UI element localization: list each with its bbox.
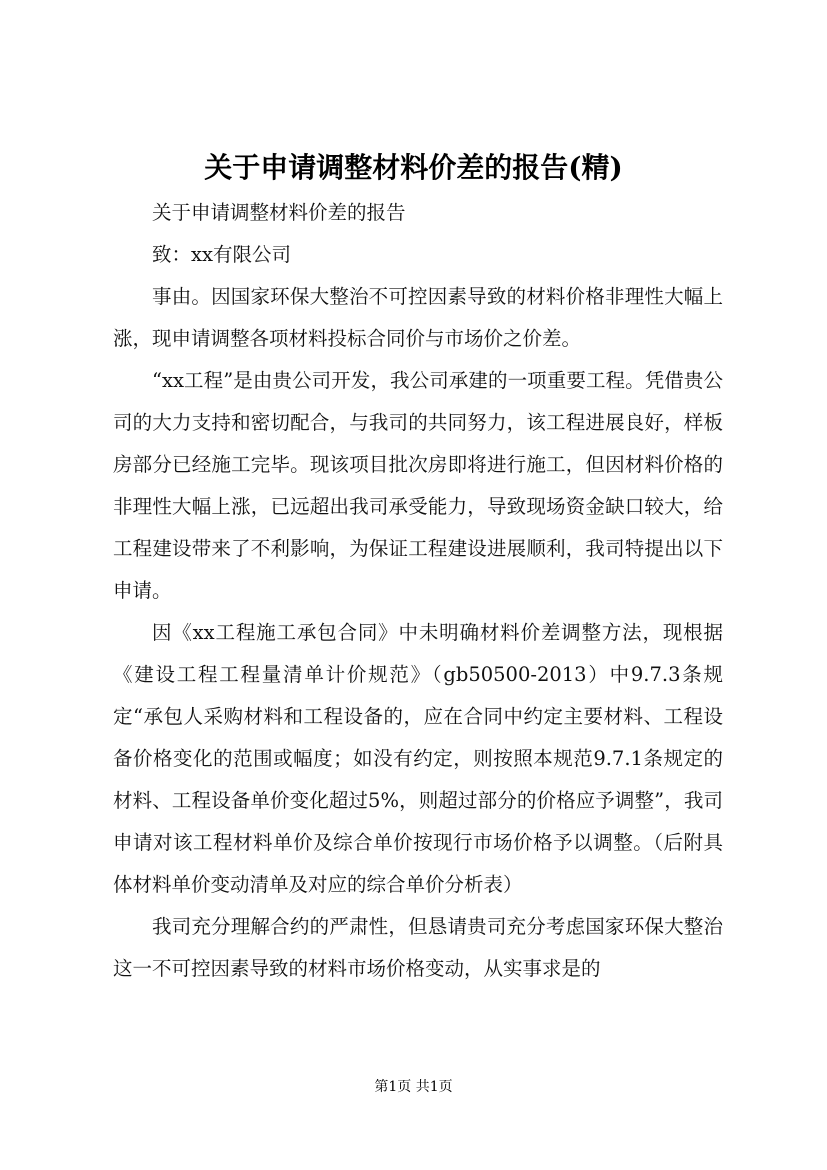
paragraph-request: 我司充分理解合约的严肃性，但恳请贵司充分考虑国家环保大整治这一不可控因素导致的材料市场价格变动，从实事求是的: [113, 915, 723, 980]
paragraph-background: “xx工程”是由贵公司开发，我公司承建的一项重要工程。凭借贵公司的大力支持和密切配合，与我司的共同努力，该工程进展良好，样板房部分已经施工完毕。现该项目批次房即将进行施工，但因材料价格的非理性大幅上涨，已远超出我司承受能力，导致现场资金缺口较大，给工程建设带来了不利影响，为保证工程建设进展顺利，我司特提出以下申请。: [113, 369, 723, 602]
paragraph-reason: 事由。因国家环保大整治不可控因素导致的材料价格非理性大幅上涨，现申请调整各项材料投标合同价与市场价之价差。: [113, 285, 723, 350]
page-number-footer: 第1页 共1页: [374, 1079, 453, 1095]
document-body: [113, 192, 723, 990]
document-title: 关于申请调整材料价差的报告(精): [204, 151, 623, 184]
paragraph-basis: 因《xx工程施工承包合同》中未明确材料价差调整方法，现根据《建设工程工程量清单计价规范》（gb50500-2013）中9.7.3条规定“承包人采购材料和工程设备的，应在合同中约定主要材料、工程设备价格变化的范围或幅度；如没有约定，则按照本规范9.7.1条规定的材料、工程设备单价变化超过5%，则超过部分的价格应予调整”，我司申请对该工程材料单价及综合单价按现行市场价格予以调整。（后附具体材料单价变动清单及对应的综合单价分析表）: [113, 621, 723, 896]
addressee-line: 致：xx有限公司: [152, 243, 291, 266]
document-subtitle: 关于申请调整材料价差的报告: [152, 201, 406, 224]
